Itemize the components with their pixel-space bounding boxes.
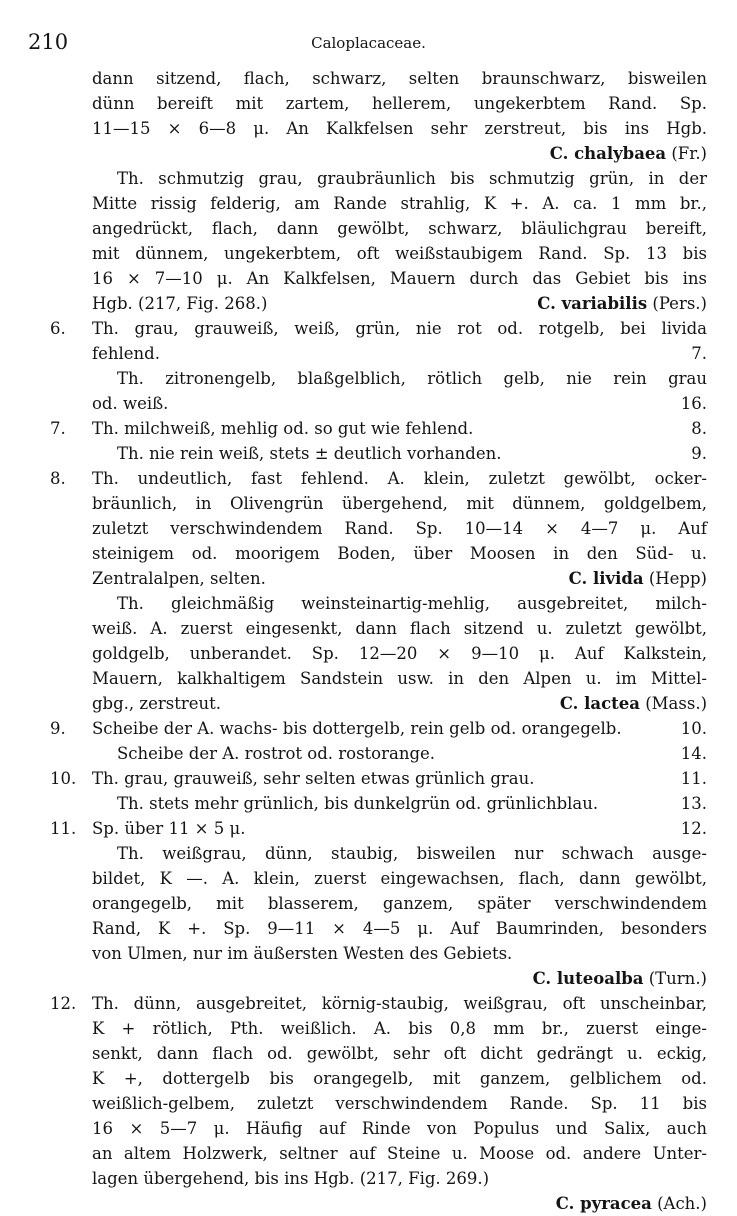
line-text: fehlend. [92,344,160,363]
line-text: Th. stets mehr grünlich, bis dunkelgrün od. grünlichblau. [117,794,599,813]
species-binomial: C. chalybaea [549,144,667,163]
line-text: Th. grau, grauweiß, weiß, grün, nie rot od. rotgelb, bei livida [92,319,707,338]
line-text: Th. schmutzig grau, graubräunlich bis schmutzig grün, in der [117,169,707,188]
line-text: Th. undeutlich, fast fehlend. A. klein, zuletzt gewölbt, ocker- [92,469,707,488]
line-text: orangegelb, mit blasserem, ganzem, später verschwindendem [92,894,707,913]
text-line [0,266,737,291]
species-line [0,1191,737,1216]
line-text: weiß. A. zuerst eingesenkt, dann flach sitzend u. zuletzt gewölbt, [92,619,707,638]
couplet-number: 9. [50,719,66,738]
text-line [0,1066,737,1091]
text-line [0,666,737,691]
line-text: od. weiß. [92,394,169,413]
text-line [0,1116,737,1141]
species-name [569,566,707,591]
line-text: Zentralalpen, selten. [92,569,266,588]
text-line [0,1166,737,1191]
text-line [0,516,737,541]
species-author: (Mass.) [639,694,707,713]
text-line [0,66,737,91]
text-line [0,341,737,366]
text-line [0,116,737,141]
text-line [0,716,737,741]
page-header [0,30,737,60]
line-text: Th. weißgrau, dünn, staubig, bisweilen nur schwach ausge- [117,844,707,863]
text-line [0,191,737,216]
species-name [550,141,707,166]
text-line [0,391,737,416]
line-text: 11—15 × 6—8 μ. An Kalkfelsen sehr zerstreut, bis ins Hgb. [92,119,707,138]
couplet-reference: 9. [691,444,707,463]
species-author: (Pers.) [647,294,707,313]
line-text: dünn bereift mit zartem, hellerem, ungekerbtem Rand. Sp. [92,94,707,113]
species-name [533,966,707,991]
line-text: bräunlich, in Olivengrün übergehend, mit dünnem, goldgelbem, [92,494,707,513]
text-line [0,891,737,916]
text-line [0,491,737,516]
line-text: Scheibe der A. rostrot od. rostorange. [117,744,436,763]
line-text: von Ulmen, nur im äußersten Westen des Gebiets. [92,944,513,963]
text-line [0,1141,737,1166]
line-text: 16 × 7—10 μ. An Kalkfelsen, Mauern durch das Gebiet bis ins [92,269,707,288]
text-line [0,866,737,891]
line-text: angedrückt, flach, dann gewölbt, schwarz, bläulichgrau bereift, [92,219,707,238]
couplet-number: 11. [50,819,77,838]
couplet-number: 12. [50,994,77,1013]
text-line [0,741,737,766]
text-line [0,91,737,116]
text-line [0,816,737,841]
line-text: an altem Holzwerk, seltner auf Steine u. Moose od. andere Unter- [92,1144,707,1163]
couplet-reference: 14. [680,744,707,763]
text-line [0,1091,737,1116]
couplet-number: 8. [50,469,66,488]
page-number: 210 [28,30,69,54]
text-line [0,641,737,666]
text-line [0,616,737,641]
line-text: senkt, dann flach od. gewölbt, sehr oft dicht gedrängt u. eckig, [92,1044,707,1063]
text-line [0,791,737,816]
line-text: 16 × 5—7 μ. Häufig auf Rinde von Populus und Salix, auch [92,1119,707,1138]
couplet-number: 6. [50,319,66,338]
line-text: gbg., zerstreut. [92,694,222,713]
couplet-number: 10. [50,769,77,788]
line-text: Hgb. (217, Fig. 268.) [92,294,268,313]
species-binomial: C. luteoalba [532,969,644,988]
line-text: dann sitzend, flach, schwarz, selten braunschwarz, bisweilen [92,69,707,88]
species-line [0,141,737,166]
line-text: Th. gleichmäßig weinsteinartig-mehlig, ausgebreitet, milch- [117,594,707,613]
running-title: Caloplacaceae. [311,34,426,52]
line-text: weißlich-gelbem, zuletzt verschwindendem Rande. Sp. 11 bis [92,1094,707,1113]
text-line [0,591,737,616]
line-text: Th. milchweiß, mehlig od. so gut wie fehlend. [92,419,474,438]
text-line [0,941,737,966]
line-text: bildet, K —. A. klein, zuerst eingewachsen, flach, dann gewölbt, [92,869,707,888]
species-name [556,1191,707,1216]
couplet-reference: 12. [680,819,707,838]
line-text: goldgelb, unberandet. Sp. 12—20 × 9—10 μ. Auf Kalkstein, [92,644,707,663]
key-text [0,66,737,1216]
text-line [0,566,737,591]
couplet-number: 7. [50,419,66,438]
line-text: zuletzt verschwindendem Rand. Sp. 10—14 × 4—7 μ. Auf [92,519,707,538]
text-line [0,691,737,716]
text-line [0,1041,737,1066]
line-text: K + rötlich, Pth. weißlich. A. bis 0,8 mm br., zuerst einge- [92,1019,707,1038]
line-text: Th. nie rein weiß, stets ± deutlich vorhanden. [117,444,502,463]
line-text: Scheibe der A. wachs- bis dottergelb, rein gelb od. orangegelb. [92,719,622,738]
text-line [0,541,737,566]
species-binomial: C. variabilis [537,294,648,313]
text-line [0,916,737,941]
line-text: Mauern, kalkhaltigem Sandstein usw. in den Alpen u. im Mittel- [92,669,707,688]
species-author: (Fr.) [666,144,707,163]
text-line [0,416,737,441]
text-line [0,166,737,191]
line-text: Th. grau, grauweiß, sehr selten etwas grünlich grau. [92,769,535,788]
text-line [0,1016,737,1041]
line-text: mit dünnem, ungekerbtem, oft weißstaubigem Rand. Sp. 13 bis [92,244,707,263]
text-line [0,991,737,1016]
text-line [0,316,737,341]
species-line [0,966,737,991]
text-line [0,766,737,791]
text-line [0,441,737,466]
text-line [0,291,737,316]
line-text: lagen übergehend, bis ins Hgb. (217, Fig. 269.) [92,1169,490,1188]
species-binomial: C. pyracea [555,1194,652,1213]
line-text: K +, dottergelb bis orangegelb, mit ganzem, gelblichem od. [92,1069,707,1088]
couplet-reference: 10. [680,719,707,738]
couplet-reference: 13. [680,794,707,813]
couplet-reference: 11. [680,769,707,788]
text-line [0,466,737,491]
text-line [0,216,737,241]
text-line [0,841,737,866]
species-name [560,691,707,716]
text-line [0,366,737,391]
species-binomial: C. lactea [559,694,640,713]
species-binomial: C. livida [568,569,644,588]
line-text: Sp. über 11 × 5 μ. [92,819,246,838]
species-author: (Hepp) [643,569,707,588]
text-line [0,241,737,266]
species-name [537,291,707,316]
line-text: Th. dünn, ausgebreitet, körnig-staubig, weißgrau, oft unscheinbar, [92,994,707,1013]
line-text: steinigem od. moorigem Boden, über Moosen in den Süd- u. [92,544,707,563]
couplet-reference: 7. [691,344,707,363]
species-author: (Turn.) [643,969,707,988]
couplet-reference: 16. [680,394,707,413]
line-text: Th. zitronengelb, blaßgelblich, rötlich gelb, nie rein grau [117,369,707,388]
couplet-reference: 8. [691,419,707,438]
line-text: Mitte rissig felderig, am Rande strahlig, K +. A. ca. 1 mm br., [92,194,707,213]
line-text: Rand, K +. Sp. 9—11 × 4—5 μ. Auf Baumrinden, besonders [92,919,707,938]
species-author: (Ach.) [651,1194,707,1213]
